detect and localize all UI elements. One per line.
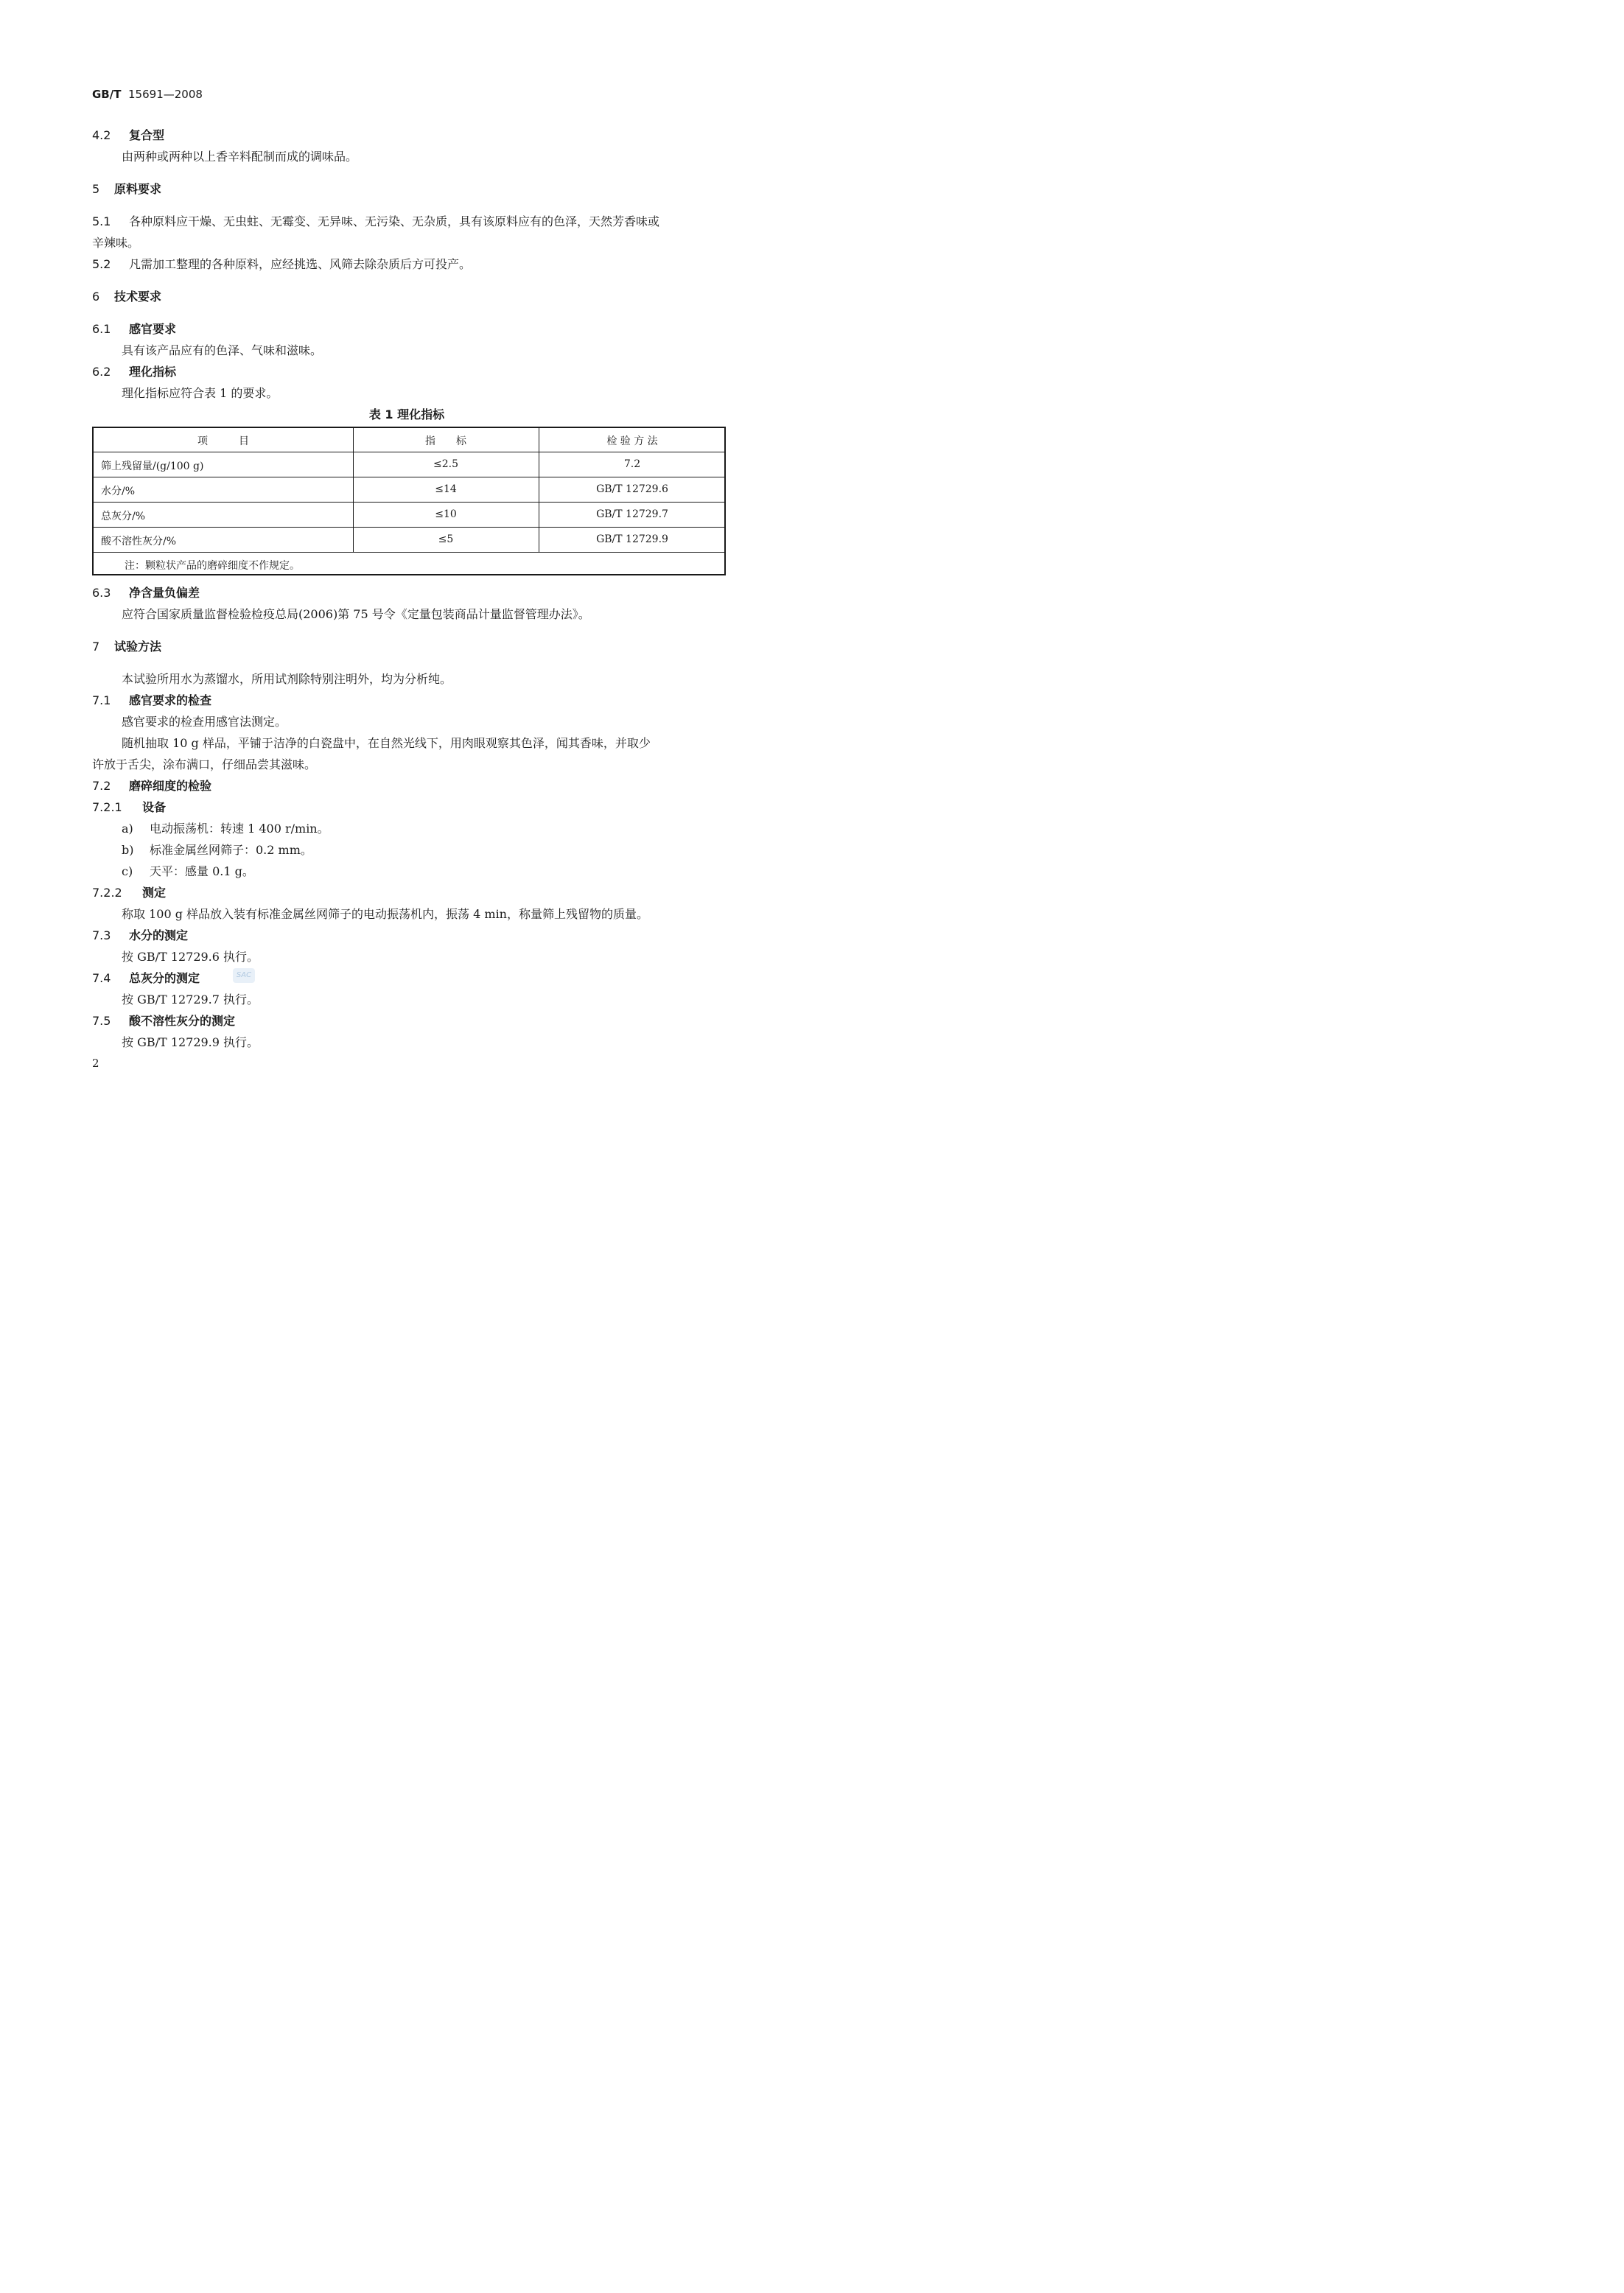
- section-number: 7.3: [92, 928, 111, 942]
- list-text: 电动振荡机：转速 1 400 r/min。: [150, 822, 329, 836]
- table-note: 注：颗粒状产品的磨碎细度不作规定。: [125, 560, 300, 572]
- section-7-heading: [92, 637, 161, 654]
- table-cell-index: ≤5: [438, 533, 454, 545]
- section-title: 总灰分的测定: [129, 971, 200, 985]
- section-6-1-heading: [92, 320, 176, 337]
- list-text: 天平：感量 0.1 g。: [150, 864, 254, 878]
- table-cell-item: 酸不溶性灰分/%: [101, 536, 177, 547]
- section-7-5-heading: [92, 1012, 235, 1029]
- section-number: 7.2.1: [92, 800, 122, 814]
- equipment-item: [122, 819, 329, 836]
- section-6-3-text: 应符合国家质量监督检验检疫总局(2006)第 75 号令《定量包装商品计量监督管理办法》。: [122, 607, 590, 621]
- table-cell-item: 总灰分/%: [101, 511, 146, 522]
- section-title: 复合型: [129, 128, 165, 142]
- sac-watermark-stamp: SAC: [233, 968, 255, 983]
- section-5-1-line2: 辛辣味。: [92, 236, 140, 250]
- table-physicochemical: [92, 427, 726, 575]
- section-title: 酸不溶性灰分的测定: [129, 1014, 236, 1028]
- section-5-2: [92, 255, 471, 272]
- section-number: 7.2.2: [92, 886, 122, 900]
- section-7-2-2-heading: [92, 883, 166, 900]
- table-cell-method: 7.2: [623, 458, 641, 470]
- table-cell-index: ≤2.5: [433, 458, 458, 470]
- paragraph-text: 各种原料应干燥、无虫蛀、无霉变、无异味、无污染、无杂质，具有该原料应有的色泽，天然芳香味或: [129, 214, 660, 228]
- table-cell-method: GB/T 12729.6: [596, 483, 668, 495]
- section-title: 原料要求: [114, 182, 162, 196]
- section-title: 感官要求: [129, 322, 177, 336]
- section-7-4-text: 按 GB/T 12729.7 执行。: [122, 993, 259, 1007]
- list-marker: b): [122, 843, 134, 857]
- section-7-2-2-text: 称取 100 g 样品放入装有标准金属丝网筛子的电动振荡机内，振荡 4 min，称量筛上残留物的质量。: [122, 907, 648, 921]
- standard-number: 15691—2008: [128, 88, 203, 101]
- section-7-5-text: 按 GB/T 12729.9 执行。: [122, 1035, 259, 1049]
- section-number: 5.2: [92, 257, 111, 271]
- section-title: 净含量负偏差: [129, 586, 200, 600]
- section-7-2-1-heading: [92, 798, 166, 815]
- section-7-1-text2-line2: 许放于舌尖，涂布满口，仔细品尝其滋味。: [92, 757, 317, 771]
- section-7-4-heading: [92, 969, 200, 986]
- section-number: 6.2: [92, 365, 111, 379]
- section-title: 磨碎细度的检验: [129, 779, 212, 793]
- section-5-heading: [92, 180, 161, 197]
- table-rule: [94, 552, 724, 553]
- equipment-item: [122, 862, 254, 879]
- section-number: 6.3: [92, 586, 111, 600]
- table-rule: [94, 527, 724, 528]
- section-number: 5.1: [92, 214, 111, 228]
- document-header: [92, 88, 203, 101]
- table-cell-index: ≤10: [435, 508, 457, 520]
- section-6-2-text: 理化指标应符合表 1 的要求。: [122, 386, 279, 400]
- table-cell-item: 筛上残留量/(g/100 g): [101, 461, 204, 472]
- table-rule: [94, 502, 724, 503]
- section-number: 7.5: [92, 1014, 111, 1028]
- section-number: 6: [92, 290, 100, 304]
- section-6-2-heading: [92, 363, 176, 379]
- list-marker: a): [122, 822, 133, 836]
- section-number: 7.4: [92, 971, 111, 985]
- table-cell-method: GB/T 12729.9: [596, 533, 668, 545]
- list-marker: c): [122, 864, 133, 878]
- paragraph-text: 凡需加工整理的各种原料，应经挑选、风筛去除杂质后方可投产。: [129, 257, 472, 271]
- table-header-item: 项 目: [197, 435, 249, 447]
- section-7-1-text1: 感官要求的检查用感官法测定。: [122, 715, 287, 729]
- section-7-intro: 本试验所用水为蒸馏水，所用试剂除特别注明外，均为分析纯。: [122, 672, 452, 686]
- standard-prefix: GB/T: [92, 88, 122, 101]
- section-number: 5: [92, 182, 100, 196]
- section-title: 技术要求: [114, 290, 162, 304]
- section-title: 测定: [142, 886, 167, 900]
- section-title: 设备: [142, 800, 167, 814]
- section-7-3-text: 按 GB/T 12729.6 执行。: [122, 950, 259, 964]
- section-number: 6.1: [92, 322, 111, 336]
- section-5-1-line1: [92, 212, 659, 229]
- section-4-2-heading: [92, 126, 164, 143]
- section-number: 7.2: [92, 779, 111, 793]
- section-title: 理化指标: [129, 365, 177, 379]
- section-number: 7: [92, 640, 100, 654]
- section-6-heading: [92, 287, 161, 304]
- table-header-index: 指 标: [425, 435, 466, 447]
- section-4-2-text: 由两种或两种以上香辛料配制而成的调味品。: [122, 150, 358, 164]
- section-7-3-heading: [92, 926, 188, 943]
- section-title: 水分的测定: [129, 928, 189, 942]
- equipment-item: [122, 841, 312, 858]
- section-6-3-heading: [92, 584, 200, 601]
- section-7-1-heading: [92, 691, 211, 708]
- list-text: 标准金属丝网筛子：0.2 mm。: [150, 843, 312, 857]
- page-number: 2: [92, 1057, 99, 1070]
- table-cell-index: ≤14: [435, 483, 457, 495]
- section-number: 4.2: [92, 128, 111, 142]
- section-6-1-text: 具有该产品应有的色泽、气味和滋味。: [122, 343, 323, 357]
- table-header-method: 检 验 方 法: [606, 435, 658, 447]
- table-caption: 表 1 理化指标: [368, 407, 445, 421]
- table-cell-item: 水分/%: [101, 486, 136, 497]
- table-cell-method: GB/T 12729.7: [596, 508, 668, 520]
- section-7-2-heading: [92, 777, 211, 794]
- section-title: 感官要求的检查: [129, 693, 212, 707]
- section-title: 试验方法: [114, 640, 162, 654]
- section-number: 7.1: [92, 693, 111, 707]
- section-7-1-text2-line1: 随机抽取 10 g 样品，平铺于洁净的白瓷盘中，在自然光线下，用肉眼观察其色泽，闻其香味，并取少: [122, 736, 651, 750]
